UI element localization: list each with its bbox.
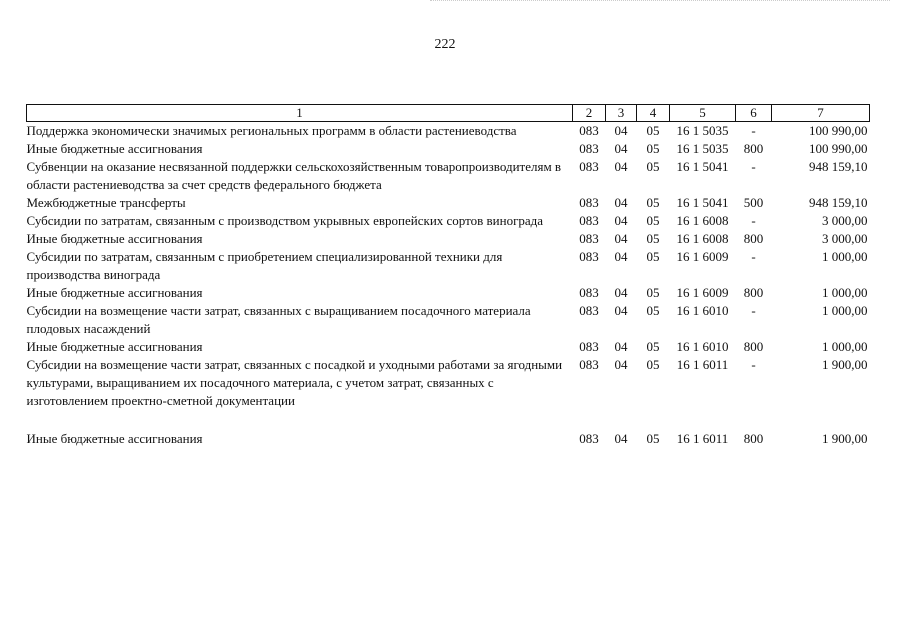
row-c6-cell: - — [751, 123, 756, 138]
header-col-1: 1 — [27, 105, 573, 122]
row-c7-cell: 3 000,00 — [822, 213, 868, 228]
row-c4-cell: 05 — [646, 213, 660, 228]
row-c2-cell: 083 — [579, 141, 599, 156]
table-row — [27, 338, 870, 356]
row-c5-cell: 16 1 6010 — [676, 339, 729, 354]
table-row — [27, 302, 870, 338]
table-row — [27, 194, 870, 212]
row-c6-cell: 500 — [743, 195, 764, 210]
row-c3-cell: 04 — [614, 159, 628, 174]
row-c7-cell: 1 900,00 — [822, 431, 868, 446]
row-c2-cell: 083 — [579, 123, 599, 138]
row-c2-cell: 083 — [579, 231, 599, 246]
table-row — [27, 284, 870, 302]
row-c7-cell: 1 000,00 — [822, 285, 868, 300]
row-name-cell: Поддержка экономически значимых региональных программ в области растениеводства — [26, 123, 517, 138]
table-row — [27, 410, 870, 448]
header-col-7: 7 — [772, 105, 870, 122]
row-c7-cell: 1 000,00 — [822, 339, 868, 354]
row-c3-cell: 04 — [614, 285, 628, 300]
row-c2-cell: 083 — [579, 431, 599, 446]
row-c2-cell: 083 — [579, 339, 599, 354]
row-c4-cell: 05 — [646, 159, 660, 174]
row-c4-cell: 05 — [646, 141, 660, 156]
header-col-4: 4 — [637, 105, 670, 122]
table-row — [27, 230, 870, 248]
row-c5-cell: 16 1 6008 — [676, 213, 729, 228]
budget-table — [26, 104, 870, 448]
row-c3-cell: 04 — [614, 339, 628, 354]
row-c7-cell: 948 159,10 — [809, 195, 868, 210]
table-row — [27, 140, 870, 158]
row-c5-cell: 16 1 6011 — [676, 431, 729, 446]
row-c7-cell: 948 159,10 — [809, 159, 868, 174]
header-col-2: 2 — [573, 105, 606, 122]
row-c5-cell: 16 1 6009 — [676, 285, 729, 300]
row-c2-cell: 083 — [579, 285, 599, 300]
row-c4-cell: 05 — [646, 431, 660, 446]
table-row — [27, 356, 870, 410]
scan-artifact — [430, 0, 890, 5]
row-c5-cell: 16 1 5041 — [676, 159, 729, 174]
header-col-3: 3 — [606, 105, 637, 122]
row-name-cell: Субсидии по затратам, связанным с приобретением специализированной техники для производства винограда — [26, 249, 503, 282]
table-row — [27, 248, 870, 284]
row-c6-cell: - — [751, 159, 756, 174]
row-c3-cell: 04 — [614, 249, 628, 264]
row-name-cell: Иные бюджетные ассигнования — [26, 285, 203, 300]
row-c7-cell: 1 000,00 — [822, 249, 868, 264]
row-name-cell: Иные бюджетные ассигнования — [26, 231, 203, 246]
page-number: 222 — [434, 37, 456, 52]
row-c6-cell: - — [751, 303, 756, 318]
row-name-cell: Межбюджетные трансферты — [26, 195, 186, 210]
table-row — [27, 158, 870, 194]
row-name-cell: Субвенции на оказание несвязанной поддержки сельскохозяйственным товаропроизводителям в области растениеводства за счет средств федерального бюджета — [26, 159, 562, 192]
row-c4-cell: 05 — [646, 123, 660, 138]
row-c3-cell: 04 — [614, 431, 628, 446]
row-name-cell: Иные бюджетные ассигнования — [26, 339, 203, 354]
row-c7-cell: 1 900,00 — [822, 357, 868, 372]
row-name-cell: Субсидии по затратам, связанным с производством укрывных европейских сортов винограда — [26, 213, 544, 228]
header-col-5: 5 — [670, 105, 736, 122]
row-c6-cell: 800 — [743, 339, 764, 354]
table-row — [27, 212, 870, 230]
row-c3-cell: 04 — [614, 231, 628, 246]
row-c6-cell: 800 — [743, 285, 764, 300]
row-c5-cell: 16 1 5035 — [676, 123, 729, 138]
row-name-cell: Иные бюджетные ассигнования — [26, 141, 203, 156]
row-c4-cell: 05 — [646, 303, 660, 318]
row-c4-cell: 05 — [646, 231, 660, 246]
row-c3-cell: 04 — [614, 303, 628, 318]
row-c3-cell: 04 — [614, 357, 628, 372]
row-c6-cell: 800 — [743, 231, 764, 246]
row-c2-cell: 083 — [579, 303, 599, 318]
row-c7-cell: 1 000,00 — [822, 303, 868, 318]
row-c5-cell: 16 1 5041 — [676, 195, 729, 210]
row-c2-cell: 083 — [579, 357, 599, 372]
row-c2-cell: 083 — [579, 159, 599, 174]
row-c5-cell: 16 1 6008 — [676, 231, 729, 246]
row-c3-cell: 04 — [614, 141, 628, 156]
row-c6-cell: - — [751, 213, 756, 228]
row-c3-cell: 04 — [614, 213, 628, 228]
row-c3-cell: 04 — [614, 195, 628, 210]
table-body — [27, 122, 870, 449]
header-col-6: 6 — [736, 105, 772, 122]
row-c4-cell: 05 — [646, 195, 660, 210]
row-c2-cell: 083 — [579, 213, 599, 228]
row-c6-cell: 800 — [743, 431, 764, 446]
row-c4-cell: 05 — [646, 357, 660, 372]
row-c7-cell: 3 000,00 — [822, 231, 868, 246]
table-row — [27, 122, 870, 141]
row-c7-cell: 100 990,00 — [809, 123, 868, 138]
row-c4-cell: 05 — [646, 339, 660, 354]
table-header-row — [27, 105, 870, 122]
row-c2-cell: 083 — [579, 195, 599, 210]
row-c6-cell: - — [751, 357, 756, 372]
row-c5-cell: 16 1 6011 — [676, 357, 729, 372]
row-c4-cell: 05 — [646, 285, 660, 300]
row-c4-cell: 05 — [646, 249, 660, 264]
row-c6-cell: 800 — [743, 141, 764, 156]
row-c7-cell: 100 990,00 — [809, 141, 868, 156]
row-name-cell: Субсидии на возмещение части затрат, связанных с посадкой и уходными работами за ягодными культурами, выращиванием их посадочного материала, с учетом затрат, связанных с изготовлением проектно-сметной документации — [26, 357, 563, 408]
row-c2-cell: 083 — [579, 249, 599, 264]
row-c5-cell: 16 1 6009 — [676, 249, 729, 264]
row-c5-cell: 16 1 6010 — [676, 303, 729, 318]
row-c6-cell: - — [751, 249, 756, 264]
row-name-cell: Субсидии на возмещение части затрат, связанных с выращиванием посадочного материала плодовых насаждений — [26, 303, 531, 336]
row-name-cell: Иные бюджетные ассигнования — [26, 431, 203, 446]
row-c3-cell: 04 — [614, 123, 628, 138]
row-c5-cell: 16 1 5035 — [676, 141, 729, 156]
